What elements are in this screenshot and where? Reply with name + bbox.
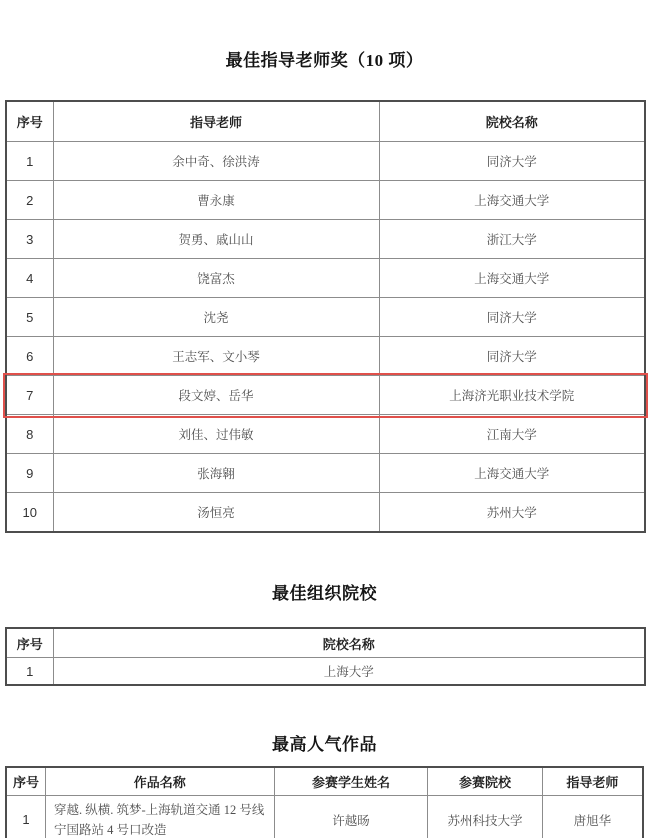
table-head <box>6 628 645 658</box>
table-row <box>6 454 645 493</box>
table-cell: 王志军、文小琴 <box>53 337 379 376</box>
table-cell: 同济大学 <box>379 298 645 337</box>
table-cell: 余中奇、徐洪涛 <box>53 142 379 181</box>
row-number-cell: 9 <box>6 454 53 493</box>
row-number-cell: 1 <box>6 796 45 838</box>
most-popular-work-title: 最高人气作品 <box>272 735 377 754</box>
best-organizing-school-table <box>5 627 646 686</box>
table-cell: 曹永康 <box>53 181 379 220</box>
table-cell: 沈尧 <box>53 298 379 337</box>
table-cell: 上海济光职业技术学院 <box>379 376 645 415</box>
column-header: 序号 <box>6 101 53 142</box>
table-cell: 段文婷、岳华 <box>53 376 379 415</box>
table-header-row <box>6 628 645 658</box>
row-number-cell: 2 <box>6 181 53 220</box>
row-number-cell: 8 <box>6 415 53 454</box>
column-header: 参赛学生姓名 <box>274 767 428 796</box>
column-header: 作品名称 <box>45 767 274 796</box>
column-header: 院校名称 <box>379 101 645 142</box>
table-cell: 江南大学 <box>379 415 645 454</box>
table-body <box>6 142 645 533</box>
row-number-cell: 1 <box>6 658 53 686</box>
table-row <box>6 415 645 454</box>
table-header-row <box>6 101 645 142</box>
table-head <box>6 101 645 142</box>
table-cell: 上海交通大学 <box>379 181 645 220</box>
row-number-cell: 3 <box>6 220 53 259</box>
column-header: 院校名称 <box>53 628 645 658</box>
table-cell: 张海翱 <box>53 454 379 493</box>
table-row <box>6 220 645 259</box>
table-cell: 浙江大学 <box>379 220 645 259</box>
best-organizing-school-title: 最佳组织院校 <box>272 584 377 603</box>
table-body <box>6 796 643 838</box>
row-number-cell: 5 <box>6 298 53 337</box>
table-cell: 唐旭华 <box>542 796 643 838</box>
table-cell: 上海交通大学 <box>379 259 645 298</box>
table-cell: 刘佳、过伟敏 <box>53 415 379 454</box>
row-number-cell: 1 <box>6 142 53 181</box>
section-most-popular-work <box>0 734 649 838</box>
table-cell: 许越旸 <box>274 796 428 838</box>
column-header: 序号 <box>6 628 53 658</box>
table-row <box>6 259 645 298</box>
table-header-row <box>6 767 643 796</box>
table-body <box>6 658 645 686</box>
row-number-cell: 10 <box>6 493 53 533</box>
column-header: 指导老师 <box>542 767 643 796</box>
section-best-organizing-school <box>0 583 649 686</box>
row-number-cell: 4 <box>6 259 53 298</box>
table-cell: 饶富杰 <box>53 259 379 298</box>
column-header: 指导老师 <box>53 101 379 142</box>
table-row <box>6 796 643 838</box>
row-number-cell: 6 <box>6 337 53 376</box>
table-cell: 苏州大学 <box>379 493 645 533</box>
row-number-cell: 7 <box>6 376 53 415</box>
column-header: 参赛院校 <box>428 767 542 796</box>
table-cell: 上海交通大学 <box>379 454 645 493</box>
table-cell: 同济大学 <box>379 142 645 181</box>
table-cell: 贺勇、戚山山 <box>53 220 379 259</box>
best-advisor-award-table <box>5 100 646 533</box>
table-head <box>6 767 643 796</box>
table-cell: 穿越. 纵横. 筑梦-上海轨道交通 12 号线宁国路站 4 号口改造 <box>45 796 274 838</box>
table-row <box>6 337 645 376</box>
table-cell: 同济大学 <box>379 337 645 376</box>
most-popular-work-table <box>5 766 644 838</box>
best-advisor-award-title: 最佳指导老师奖（10 项） <box>225 51 424 70</box>
table-row <box>6 142 645 181</box>
column-header: 序号 <box>6 767 45 796</box>
table-cell: 汤恒亮 <box>53 493 379 533</box>
table-cell: 上海大学 <box>53 658 645 686</box>
highlighted-table-row <box>6 376 645 415</box>
table-row <box>6 493 645 533</box>
table-row <box>6 658 645 686</box>
table-cell: 苏州科技大学 <box>428 796 542 838</box>
table-row <box>6 181 645 220</box>
table-row <box>6 298 645 337</box>
